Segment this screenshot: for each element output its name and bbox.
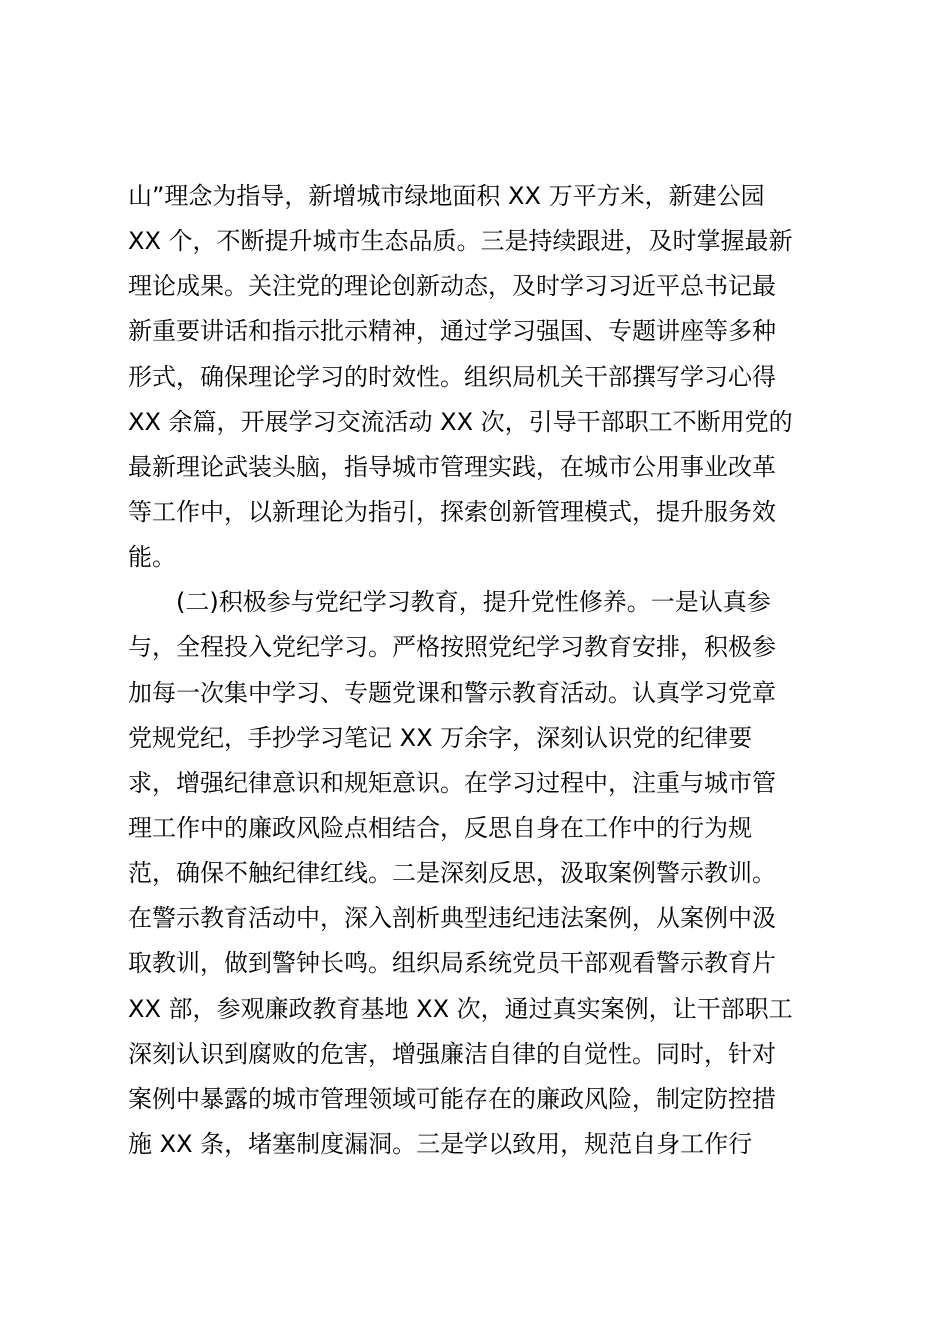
section-heading-line: (二)积极参与党纪学习教育，提升党性修养。一是认真参 (176, 588, 771, 617)
text-line: 案例中暴露的城市管理领域可能存在的廉政风险，制定防控措 (128, 1084, 776, 1113)
text-line: 深刻认识到腐败的危害，增强廉洁自律的自觉性。同时，针对 (128, 1039, 776, 1068)
text-line: XX 个，不断提升城市生态品质。三是持续跟进，及时掌握最新 (128, 227, 793, 256)
text-line: 与，全程投入党纪学习。严格按照党纪学习教育安排，积极参 (128, 633, 776, 662)
text-line: 形式，确保理论学习的时效性。组织局机关干部撰写学习心得 (128, 362, 776, 391)
text-line: 党规党纪，手抄学习笔记 XX 万余字，深刻认识党的纪律要 (128, 723, 753, 752)
text-line: 能。 (128, 543, 176, 572)
body-text (128, 174, 840, 1167)
text-line: 取教训，做到警钟长鸣。组织局系统党员干部观看警示教育片 (128, 949, 776, 978)
text-line: 山”理念为指导，新增城市绿地面积 XX 万平方米，新建公园 (128, 182, 765, 210)
text-line: 求，增强纪律意识和规矩意识。在学习过程中，注重与城市管 (128, 768, 776, 797)
text-line: 加每一次集中学习、专题党课和警示教育活动。认真学习党章 (128, 678, 776, 707)
text-line: 理工作中的廉政风险点相结合，反思自身在工作中的行为规 (128, 813, 752, 842)
text-line: 范，确保不触纪律红线。二是深刻反思，汲取案例警示教训。 (128, 859, 776, 888)
text-line: 新重要讲话和指示批示精神，通过学习强国、专题讲座等多种 (128, 317, 776, 346)
text-line: 等工作中，以新理论为指引，探索创新管理模式，提升服务效 (128, 497, 776, 526)
text-line: 理论成果。关注党的理论创新动态，及时学习习近平总书记最 (128, 272, 776, 301)
text-line: 最新理论武装头脑，指导城市管理实践，在城市公用事业改革 (128, 452, 776, 481)
text-line: XX 余篇，开展学习交流活动 XX 次，引导干部职工不断用党的 (128, 407, 793, 436)
text-line: 施 XX 条，堵塞制度漏洞。三是学以致用，规范自身工作行 (128, 1129, 753, 1158)
text-line: 在警示教育活动中，深入剖析典型违纪违法案例，从案例中汲 (128, 904, 776, 933)
text-line: XX 部，参观廉政教育基地 XX 次，通过真实案例，让干部职工 (128, 994, 793, 1023)
